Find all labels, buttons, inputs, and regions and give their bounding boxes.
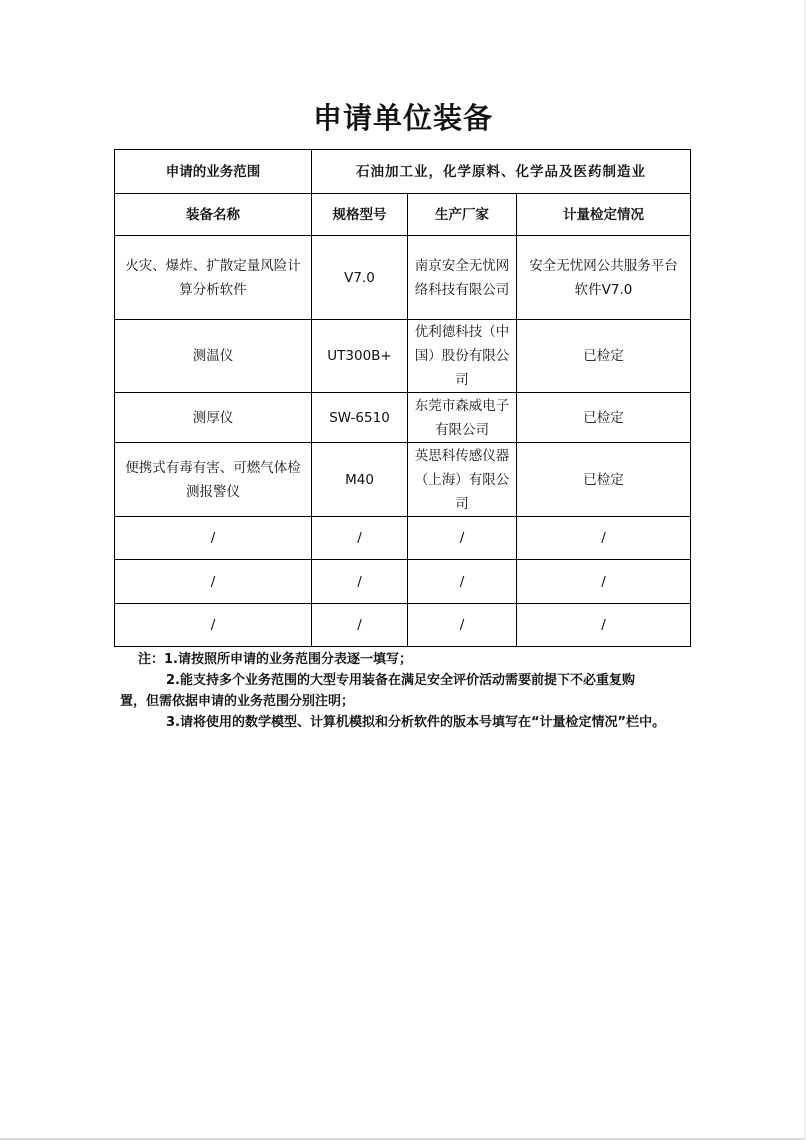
cell-manufacturer: / <box>408 517 517 560</box>
cell-manufacturer: 南京安全无忧网络科技有限公司 <box>408 236 517 320</box>
cell-manufacturer: 英思科传感仪器（上海）有限公司 <box>408 443 517 517</box>
cell-model: UT300B+ <box>312 320 408 393</box>
document-title: 申请单位装备 <box>312 101 493 135</box>
cell-calibration: / <box>517 517 691 560</box>
cell-model: / <box>312 517 408 560</box>
cell-equipment-name: / <box>115 517 312 560</box>
cell-equipment-name: / <box>115 604 312 647</box>
scope-value-cell: 石油加工业，化学原料、化学品及医药制造业 <box>312 150 691 194</box>
scope-row <box>115 150 691 194</box>
cell-model: SW-6510 <box>312 393 408 443</box>
cell-calibration: 已检定 <box>517 320 691 393</box>
cell-calibration: 安全无忧网公共服务平台软件V7.0 <box>517 236 691 320</box>
table-row <box>115 443 691 517</box>
equipment-table <box>114 149 691 647</box>
table-row <box>115 236 691 320</box>
cell-model: / <box>312 560 408 604</box>
cell-equipment-name: 火灾、爆炸、扩散定量风险计算分析软件 <box>115 236 312 320</box>
cell-model: M40 <box>312 443 408 517</box>
table-row <box>115 393 691 443</box>
cell-manufacturer: / <box>408 560 517 604</box>
cell-model: V7.0 <box>312 236 408 320</box>
note-line-1: 注：1.请按照所申请的业务范围分表逐一填写； <box>138 652 412 667</box>
cell-equipment-name: 测温仪 <box>115 320 312 393</box>
note-line-2: 2.能支持多个业务范围的大型专用装备在满足安全评价活动需要前提下不必重复购 <box>166 673 635 688</box>
cell-calibration: / <box>517 604 691 647</box>
cell-equipment-name: / <box>115 560 312 604</box>
table-row <box>115 560 691 604</box>
cell-manufacturer: 东莞市森威电子有限公司 <box>408 393 517 443</box>
cell-calibration: 已检定 <box>517 393 691 443</box>
notes-block <box>120 649 685 733</box>
scope-label-cell: 申请的业务范围 <box>115 150 312 194</box>
table-row <box>115 604 691 647</box>
cell-equipment-name: 便携式有毒有害、可燃气体检测报警仪 <box>115 443 312 517</box>
cell-model: / <box>312 604 408 647</box>
cell-calibration: 已检定 <box>517 443 691 517</box>
cell-manufacturer: 优利德科技（中国）股份有限公司 <box>408 320 517 393</box>
cell-manufacturer: / <box>408 604 517 647</box>
table-row <box>115 517 691 560</box>
cell-calibration: / <box>517 560 691 604</box>
note-line-4: 3.请将使用的数学模型、计算机模拟和分析软件的版本号填写在“计量检定情况”栏中。 <box>166 715 666 730</box>
header-cell-calibration: 计量检定情况 <box>517 194 691 236</box>
header-cell-manufacturer: 生产厂家 <box>408 194 517 236</box>
table-header-row <box>115 194 691 236</box>
cell-equipment-name: 测厚仪 <box>115 393 312 443</box>
table-row <box>115 320 691 393</box>
header-cell-equipment-name: 装备名称 <box>115 194 312 236</box>
header-cell-model: 规格型号 <box>312 194 408 236</box>
note-line-3: 置，但需依据申请的业务范围分别注明； <box>120 694 355 709</box>
